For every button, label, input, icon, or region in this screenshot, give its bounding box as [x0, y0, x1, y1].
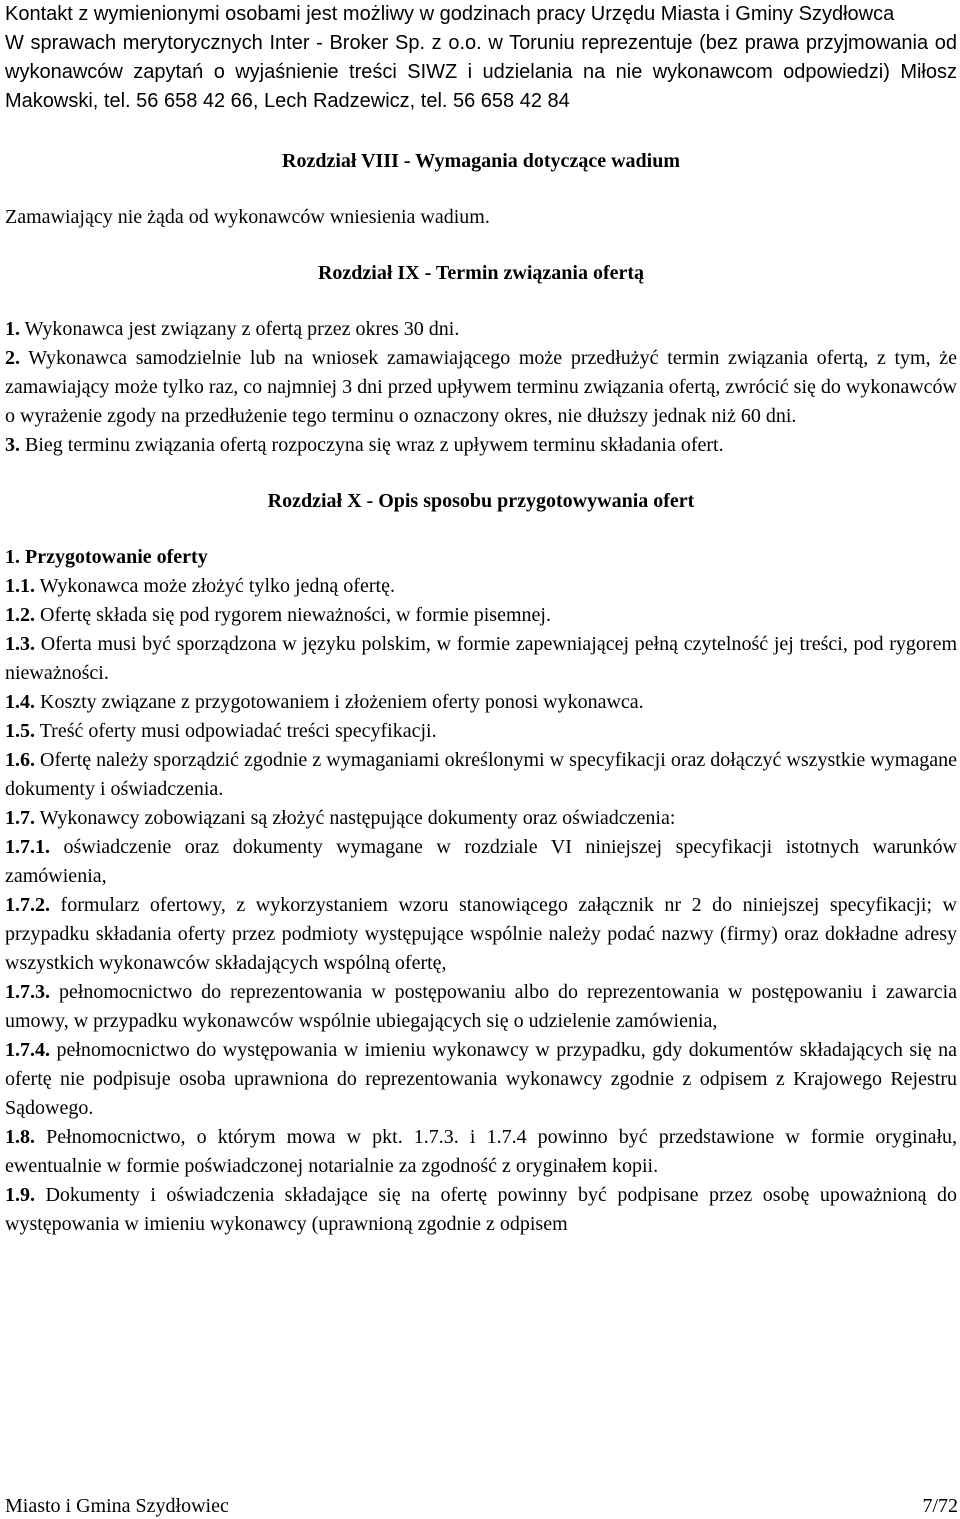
chapter-10-list — [5, 572, 957, 1239]
chapter-10-subheading: 1. Przygotowanie oferty — [5, 546, 208, 568]
chapter-10-item — [5, 1181, 957, 1239]
item-number: 2. — [5, 347, 20, 369]
chapter-10-item — [5, 1123, 957, 1181]
contact-representative-paragraph: W sprawach merytorycznych Inter - Broker Sp. z o.o. w Toruniu reprezentuje (bez prawa przyjmowania od wykonawców zapytań o wyjaśnienie treści SIWZ i udzielania na nie wykonawcom odpowiedzi) Miłosz Makowski, tel. 56 658 42 66, Lech Radzewicz, tel. 56 658 42 84 — [5, 32, 957, 112]
item-text: pełnomocnictwo do występowania w imieniu wykonawcy w przypadku, gdy dokumentów składających się na ofertę nie podpisuje osoba uprawniona do reprezentowania wykonawcy zgodnie z odpisem z Krajowego Rejestru Sądowego. — [5, 1039, 957, 1119]
chapter-9-item — [5, 315, 957, 344]
item-text: Dokumenty i oświadczenia składające się na ofertę powinny być podpisane przez osobę upoważnioną do występowania w imieniu wykonawcy (uprawnioną zgodnie z odpisem — [5, 1184, 957, 1235]
chapter-8-text: Zamawiający nie żąda od wykonawców wniesienia wadium. — [5, 206, 490, 228]
item-text: Wykonawca może złożyć tylko jedną ofertę. — [35, 575, 395, 597]
item-number: 3. — [5, 434, 20, 456]
chapter-9-item — [5, 431, 957, 460]
chapter-9-list — [5, 315, 957, 460]
item-number: 1.7.4. — [5, 1039, 50, 1061]
item-number: 1.3. — [5, 633, 35, 655]
item-text: Bieg terminu związania ofertą rozpoczyna się wraz z upływem terminu składania ofert. — [20, 434, 724, 456]
item-text: Oferta musi być sporządzona w języku polskim, w formie zapewniającej pełną czytelność jej treści, pod rygorem nieważności. — [5, 633, 957, 684]
chapter-10-item — [5, 717, 957, 746]
item-number: 1.9. — [5, 1184, 35, 1206]
chapter-8-heading: Rozdział VIII - Wymagania dotyczące wadium — [282, 150, 680, 172]
item-number: 1.7.2. — [5, 894, 50, 916]
item-number: 1.7.1. — [5, 836, 50, 858]
chapter-10-heading: Rozdział X - Opis sposobu przygotowywania ofert — [267, 490, 695, 512]
item-text: Wykonawca jest związany z ofertą przez okres 30 dni. — [20, 318, 460, 340]
page-number: 7/72 — [922, 1495, 958, 1517]
chapter-10-item — [5, 891, 957, 978]
item-number: 1.4. — [5, 691, 35, 713]
item-text: Pełnomocnictwo, o którym mowa w pkt. 1.7.3. i 1.7.4 powinno być przedstawione w formie oryginału, ewentualnie w formie poświadczonej notarialnie za zgodność z oryginałem kopii. — [5, 1126, 957, 1177]
chapter-10-item — [5, 572, 957, 601]
item-number: 1.8. — [5, 1126, 35, 1148]
footer-municipality: Miasto i Gmina Szydłowiec — [5, 1495, 229, 1517]
chapter-10-item — [5, 978, 957, 1036]
item-number: 1.6. — [5, 749, 35, 771]
item-text: Treść oferty musi odpowiadać treści specyfikacji. — [35, 720, 437, 742]
item-text: Koszty związane z przygotowaniem i złożeniem oferty ponosi wykonawca. — [35, 691, 644, 713]
chapter-10-item — [5, 746, 957, 804]
item-text: Ofertę składa się pod rygorem nieważności, w formie pisemnej. — [35, 604, 551, 626]
item-number: 1.7.3. — [5, 981, 50, 1003]
item-text: Ofertę należy sporządzić zgodnie z wymaganiami określonymi w specyfikacji oraz dołączyć wszystkie wymagane dokumenty i oświadczenia. — [5, 749, 957, 800]
chapter-10-item — [5, 804, 957, 833]
item-number: 1. — [5, 318, 20, 340]
item-text: Wykonawca samodzielnie lub na wniosek zamawiającego może przedłużyć termin związania ofertą, z tym, że zamawiający może tylko raz, co najmniej 3 dni przed upływem terminu związania ofertą, zwrócić się do wykonawców o wyrażenie zgody na przedłużenie tego terminu o oznaczony okres, nie dłuższy jednak niż 60 dni. — [5, 347, 957, 427]
chapter-10-item — [5, 630, 957, 688]
item-text: formularz ofertowy, z wykorzystaniem wzoru stanowiącego załącznik nr 2 do niniejszej specyfikacji; w przypadku składania oferty przez podmioty występujące wspólnie należy podać nazwy (firmy) oraz dokładne adresy wszystkich wykonawców składających wspólną ofertę, — [5, 894, 957, 974]
chapter-10-item — [5, 833, 957, 891]
chapter-9-heading: Rozdział IX - Termin związania ofertą — [317, 262, 645, 284]
item-number: 1.1. — [5, 575, 35, 597]
chapter-9-item — [5, 344, 957, 431]
item-number: 1.7. — [5, 807, 35, 829]
item-number: 1.5. — [5, 720, 35, 742]
contact-paragraph: Kontakt z wymienionymi osobami jest możliwy w godzinach pracy Urzędu Miasta i Gminy Szydłowca — [5, 3, 895, 25]
chapter-10-item — [5, 688, 957, 717]
item-text: Wykonawcy zobowiązani są złożyć następujące dokumenty oraz oświadczenia: — [35, 807, 676, 829]
item-number: 1.2. — [5, 604, 35, 626]
document-page — [5, 0, 957, 1239]
item-text: pełnomocnictwo do reprezentowania w postępowaniu albo do reprezentowania w postępowaniu i zawarcia umowy, w przypadku wykonawców wspólnie ubiegających się o udzielenie zamówienia, — [5, 981, 957, 1032]
chapter-10-item — [5, 1036, 957, 1123]
page-footer — [5, 1494, 958, 1518]
item-text: oświadczenie oraz dokumenty wymagane w rozdziale VI niniejszej specyfikacji istotnych warunków zamówienia, — [5, 836, 957, 887]
chapter-10-item — [5, 601, 957, 630]
